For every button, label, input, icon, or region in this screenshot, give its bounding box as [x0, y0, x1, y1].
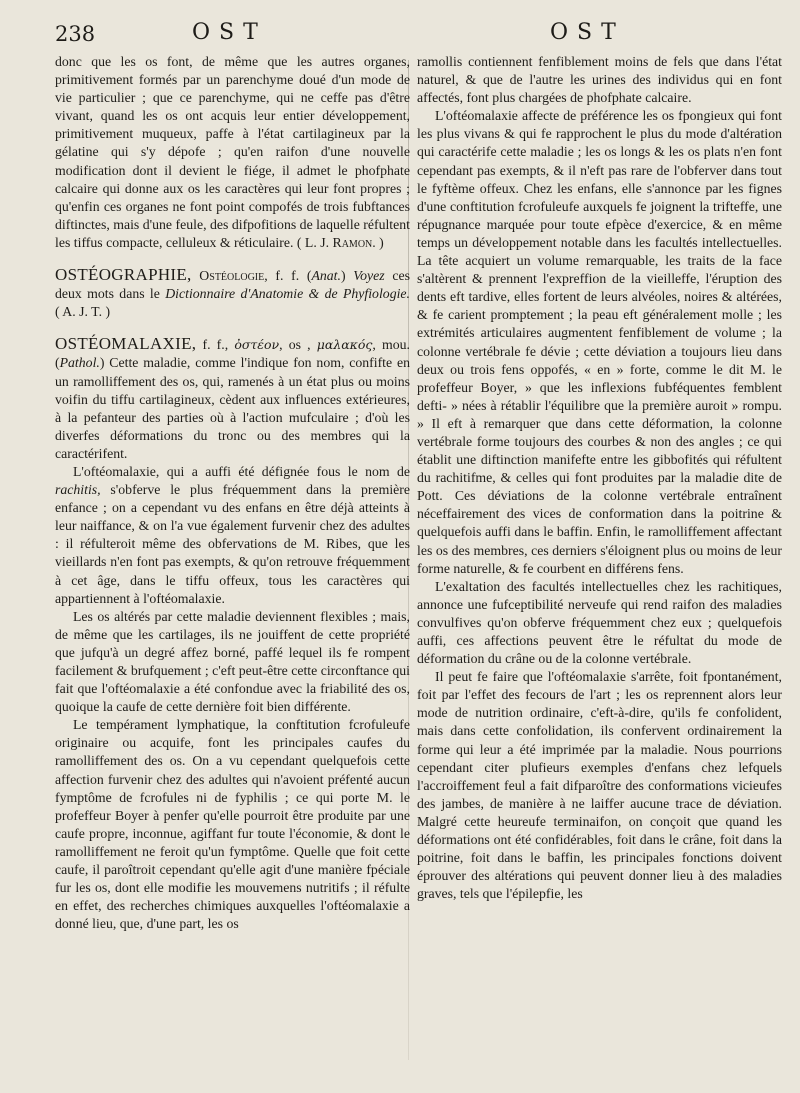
- paragraph: Le tempérament lymphatique, la conftitution fcrofuleufe originaire ou acquife, font les principales caufes du ramolliffement des os. On a vu cependant quelquefois cette affection furvenir chez des adultes qui n'avoient préfenté aucun fymptôme de fcrofules ni de fyphilis ; ce qui porte M. le profeffeur Boyer à penfer qu'elle pourroit être produite par une caufe propre, inconnue, agiffant fur toute l'économie, & dont le ramolliffement ne feroit qu'un fymptôme. Quelle que foit cette caufe, il paroîtroit cependant qu'elle agit d'une manière fpéciale fur les os, dont elle modifie les mouvemens nutritifs ; il réfulte en effet, des recherches chimiques auxquelles l'oftéomalaxie a donné lieu, que, d'une part, les os: [55, 717, 410, 932]
- running-head-right: OST: [550, 20, 625, 45]
- field-label: Anat.: [311, 268, 341, 284]
- paragraph: Les os altérés par cette maladie deviennent flexibles ; mais, de même que les cartilages, ils ne jouiffent de cette propriété que jufqu'à un degré affez borné, paffé lequel ils fe rompent facilement & brufquement ; c'eft peut-être cette circonftance qui fait que l'oftéomalaxie a été confondue avec la friabilité des os, quoique la caufe de cette dernière foit bien différente.: [55, 608, 410, 715]
- running-head-left: OST: [192, 20, 267, 45]
- right-column: [417, 53, 782, 1083]
- paragraph: Il peut fe faire que l'oftéomalaxie s'arrête, foit fpontanément, foit par l'effet des fecours de l'art ; les os reprennent alors leur mode de nutrition ordinaire, c'eft-à-dire, qu'ils fe confolident, mais dans cette confolidation, ils confervent ordinairement la forme qui leur a été imprimée par la maladie. Nous pourrions cependant citer plufieurs exemples d'enfans chez lefquels l'accroiffement feul a fait difparoître des conformations vicieufes des jambes, de manière à ne laiffer aucune trace de déviation. Malgré cette heureufe terminaifon, on conçoit que quand les déformations ont été confidérables, foit dans le crâne, foit dans la poitrine, foit dans le baffin, les principales fonctions doivent éprouver des altérations qui peuvent donner lieu à des maladies graves, tels que l'épilepfie, les: [417, 669, 782, 902]
- dictionary-reference: Dictionnaire d'Anatomie & de Phyfiologie.: [165, 286, 410, 302]
- entry-osteographie: OSTÉOGRAPHIE, Ostéologie, f. f. (Anat.) Voyez ces deux mots dans le Dictionnaire d'Anatomie & de Phyfiologie. ( A. J. T. ): [55, 266, 410, 321]
- paragraph-ossification-end: donc que les os font, de même que les autres organes, primitivement formés par un parenchyme doué d'un mode de vie particulier ; que ce parenchyme, qui ne ceffe pas d'être vivant, quand les os ont acquis leur entier développement, primitivement muqueux, paffe à l'état cartilagineux par la gélatine qui s'y dépofe ; qu'en raifon d'une nouvelle modification dont il devient le fiége, il admet le phofphate calcaire qui donne aux os les caractères qui leur font propres ; qu'enfin ces organes ne font point compofés de trois fubftances diftinctes, mais d'une feule, des difpofitions de laquelle réfultent les tiffus compacte, celluleux & réticulaire. ( L. J. Ramon. ): [55, 53, 410, 252]
- entry-osteomalaxie: OSTÉOMALAXIE, f. f., ὀστέον, os , μαλακός, mou. (Pathol.) Cette maladie, comme l'indique fon nom, confifte en un ramolliffement des os, qui, ramenés à un état plus ou moins voifin du tiffu cartilagineux, cèdent aux influences extérieures, à la pefanteur des parties où à l'action mufculaire ; d'où les diverfes déformations du tronc ou des membres qui la caractérifent.: [55, 334, 410, 461]
- page-number: 238: [55, 22, 96, 46]
- headword-osteographie: OSTÉOGRAPHIE,: [55, 265, 192, 285]
- subject-label: Ostéologie,: [199, 268, 268, 284]
- field-label: Pathol.: [59, 355, 100, 371]
- paragraph: ramollis contiennent fenfiblement moins de fels que dans l'état naturel, & que de l'autre les urines des individus qui en font affectés, font plus chargées de phofphate calcaire.: [417, 54, 782, 106]
- paragraph: L'exaltation des facultés intellectuelles chez les rachitiques, annonce une fufceptibilité nerveufe qui rend raifon des maladies convulfives qu'on obferve fréquemment chez eux ; quelquefois auffi, ces affections peuvent être le réfultat du mode de déformation du crâne ou de la colonne vertébrale.: [417, 578, 782, 667]
- author-signature: ( A. J. T. ): [55, 304, 111, 320]
- cross-reference: Voyez: [353, 268, 385, 284]
- paragraph: L'oftéomalaxie, qui a auffi été défignée fous le nom de rachitis, s'obferve le plus fréquemment dans la première enfance ; on a cependant vu des enfans en être déjà atteints à leur naiffance, & on l'a vue également furvenir chez des adultes : il réfulteroit même des obfervations de M. Ribes, que les vieillards n'en font pas exempts, & qu'on retrouve fréquemment à cet âge, dans le tiffu offeux, tous les caractères qui appartiennent à l'oftéomalaxie.: [55, 463, 410, 606]
- left-column: [55, 53, 410, 1083]
- author-signature: ( L. J. Ramon. ): [296, 234, 384, 250]
- greek-etymology: μαλακός: [316, 337, 373, 353]
- paragraph: L'oftéomalaxie affecte de préférence les os fpongieux qui font les plus vivans & qui fe rapprochent le plus du mode d'altération qui caractérife cette maladie ; les os longs & les os plats n'en font cependant pas exempts, & il n'eft pas rare de l'obferver dans tout le fyftème offeux. Chez les enfans, elle s'annonce par les fignes d'une conftitution fcrofuleufe auxquels fe joignent la trifteffe, une répugnance marquée pour toute efpèce d'exercice, & en même temps un développement notable dans les facultés intellectuelles. La tête acquiert un volume remarquable, les traits de la face s'altèrent & prennent l'expreffion de la vieilleffe, l'éruption des dents eft tardive, elles fortent de leurs alvéoles, noires & altérées, & fe carient promptement ; la peau eft généralement molle ; les extrémités articulaires augmentent fenfiblement de volume ; la colonne vertébrale fe dévie ; cette déviation a toujours lieu dans deux ou trois fens oppofés, « en » forte, comme le dit M. le profeffeur Boyer, » que les inflexions fubféquentes femblent defti- » nées à rétablir l'équilibre que la première auroit » rompu. » Il eft à remarquer que dans cette déformation, la colonne vertébrale forme toujours des courbes & non des angles ; ce qui établit une diftinction manifefte entre les gibbofités qui réfultent du rachitifme, & celles qui font produites par la maladie dite de Pott. Ces déviations de la colonne vertébrale entraînent néceffairement des vices de conformation dans la poitrine & quelquefois auffi dans le baffin. Enfin, le ramolliffement affectant les os des membres, ces derniers s'éloignent plus ou moins de leur forme naturelle, & fe courbent en différens fens.: [417, 108, 782, 576]
- headword-osteomalaxie: OSTÉOMALAXIE,: [55, 334, 197, 354]
- greek-etymology: ὀστέον: [234, 337, 280, 353]
- page-header: [0, 18, 800, 48]
